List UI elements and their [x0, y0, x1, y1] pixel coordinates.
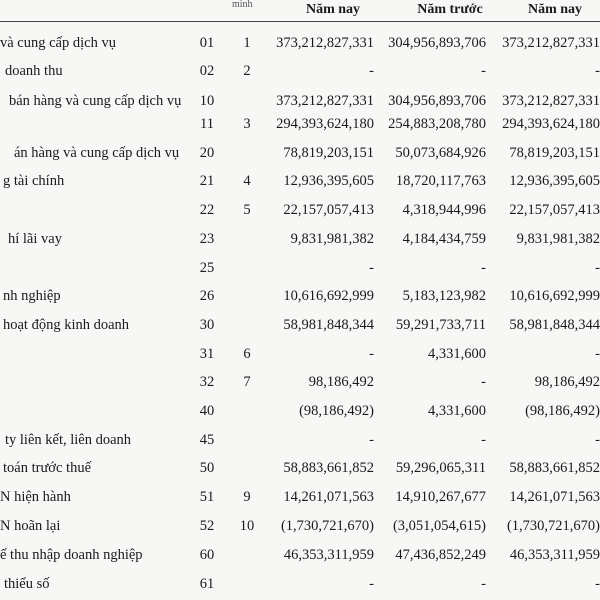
- row-label: N hoãn lại: [0, 518, 61, 534]
- row-note: 10: [239, 518, 255, 534]
- row-note: 2: [243, 63, 251, 79]
- row-previous-year-value: 18,720,117,763: [395, 173, 486, 189]
- row-previous-year-value: 4,331,600: [428, 403, 486, 419]
- row-code: 20: [199, 145, 215, 161]
- row-current-year-value: 9,831,981,382: [290, 231, 374, 247]
- row-code: 40: [199, 403, 215, 419]
- row-current-year-value: 78,819,203,151: [283, 145, 374, 161]
- row-code: 32: [199, 374, 215, 390]
- row-current-year-value: 10,616,692,999: [283, 288, 374, 304]
- row-label: án hàng và cung cấp dịch vụ: [14, 145, 180, 161]
- row-current-year-value-2: 98,186,492: [534, 374, 600, 390]
- row-code: 52: [199, 518, 215, 534]
- row-code: 60: [199, 547, 215, 563]
- row-current-year-value-2: 58,981,848,344: [509, 317, 600, 333]
- row-previous-year-value: 50,073,684,926: [395, 145, 486, 161]
- row-code: 30: [199, 317, 215, 333]
- row-current-year-value-2: 373,212,827,331: [502, 35, 600, 51]
- row-label: toán trước thuế: [3, 460, 91, 476]
- row-current-year-value-2: 22,157,057,413: [509, 202, 600, 218]
- row-current-year-value: (98,186,492): [299, 403, 374, 419]
- row-current-year-value-2: 78,819,203,151: [509, 145, 600, 161]
- row-current-year-value: 98,186,492: [308, 374, 374, 390]
- row-note: 3: [243, 116, 251, 132]
- row-current-year-value: -: [369, 346, 374, 362]
- row-note: 4: [243, 173, 251, 189]
- row-label: doanh thu: [5, 63, 63, 79]
- row-previous-year-value: -: [481, 374, 486, 390]
- row-label: ế thu nhập doanh nghiệp: [0, 547, 143, 563]
- row-label: và cung cấp dịch vụ: [0, 35, 116, 51]
- row-label: bán hàng và cung cấp dịch vụ: [9, 93, 182, 109]
- col-previous-year-header: Năm trước: [417, 2, 483, 17]
- row-code: 51: [199, 489, 215, 505]
- row-code: 01: [199, 35, 215, 51]
- row-current-year-value: -: [369, 432, 374, 448]
- row-previous-year-value: 4,318,944,996: [402, 202, 486, 218]
- row-current-year-value: (1,730,721,670): [280, 518, 374, 534]
- row-note: 7: [243, 374, 251, 390]
- row-current-year-value-2: -: [595, 576, 600, 592]
- row-current-year-value-2: 10,616,692,999: [509, 288, 600, 304]
- row-previous-year-value: -: [481, 576, 486, 592]
- row-label: ty liên kết, liên doanh: [5, 432, 132, 448]
- row-current-year-value-2: 14,261,071,563: [509, 489, 600, 505]
- row-current-year-value-2: -: [595, 260, 600, 276]
- row-previous-year-value: -: [481, 260, 486, 276]
- row-current-year-value-2: (98,186,492): [525, 403, 600, 419]
- row-code: 31: [199, 346, 215, 362]
- row-label: hoạt động kinh doanh: [3, 317, 130, 333]
- row-previous-year-value: 254,883,208,780: [388, 116, 486, 132]
- row-previous-year-value: 47,436,852,249: [395, 547, 486, 563]
- row-label: g tài chính: [3, 173, 65, 189]
- row-note: 1: [243, 35, 251, 51]
- row-note: 5: [243, 202, 251, 218]
- row-code: 25: [199, 260, 215, 276]
- row-current-year-value: 373,212,827,331: [276, 93, 374, 109]
- row-note: 9: [243, 489, 251, 505]
- row-current-year-value: 22,157,057,413: [283, 202, 374, 218]
- row-code: 23: [199, 231, 215, 247]
- row-previous-year-value: 14,910,267,677: [395, 489, 486, 505]
- row-current-year-value-2: 294,393,624,180: [502, 116, 600, 132]
- row-previous-year-value: -: [481, 432, 486, 448]
- row-code: 21: [199, 173, 215, 189]
- row-code: 22: [199, 202, 215, 218]
- row-current-year-value: 373,212,827,331: [276, 35, 374, 51]
- row-code: 26: [199, 288, 215, 304]
- row-label: N hiện hành: [0, 489, 71, 505]
- row-current-year-value-2: (1,730,721,670): [506, 518, 600, 534]
- header-rule: [0, 21, 600, 22]
- row-previous-year-value: 5,183,123,982: [402, 288, 486, 304]
- row-current-year-value: 58,883,661,852: [283, 460, 374, 476]
- row-current-year-value: 14,261,071,563: [283, 489, 374, 505]
- row-label: nh nghiệp: [3, 288, 61, 304]
- row-note: 6: [243, 346, 251, 362]
- row-current-year-value: 46,353,311,959: [283, 547, 374, 563]
- row-code: 50: [199, 460, 215, 476]
- row-label: thiểu số: [4, 576, 50, 592]
- row-current-year-value: -: [369, 576, 374, 592]
- row-previous-year-value: -: [481, 63, 486, 79]
- row-current-year-value: 294,393,624,180: [276, 116, 374, 132]
- row-code: 02: [199, 63, 215, 79]
- row-current-year-value-2: -: [595, 432, 600, 448]
- row-current-year-value: 12,936,395,605: [283, 173, 374, 189]
- row-current-year-value-2: 46,353,311,959: [509, 547, 600, 563]
- col-current-year-header-2: Năm nay: [527, 2, 583, 17]
- row-current-year-value: 58,981,848,344: [283, 317, 374, 333]
- row-code: 11: [200, 116, 214, 132]
- row-code: 61: [199, 576, 215, 592]
- row-label: hí lãi vay: [8, 231, 62, 247]
- row-previous-year-value: (3,051,054,615): [392, 518, 486, 534]
- row-previous-year-value: 59,296,065,311: [395, 460, 486, 476]
- row-current-year-value-2: 58,883,661,852: [509, 460, 600, 476]
- note-column-header-fragment: minh: [232, 0, 253, 10]
- row-current-year-value: -: [369, 63, 374, 79]
- row-current-year-value-2: -: [595, 346, 600, 362]
- row-current-year-value-2: 9,831,981,382: [516, 231, 600, 247]
- row-previous-year-value: 4,184,434,759: [402, 231, 486, 247]
- row-previous-year-value: 304,956,893,706: [388, 93, 486, 109]
- row-current-year-value-2: 12,936,395,605: [509, 173, 600, 189]
- col-current-year-header: Năm nay: [305, 2, 361, 17]
- row-previous-year-value: 304,956,893,706: [388, 35, 486, 51]
- row-code: 10: [199, 93, 215, 109]
- row-current-year-value-2: 373,212,827,331: [502, 93, 600, 109]
- row-current-year-value-2: -: [595, 63, 600, 79]
- row-code: 45: [199, 432, 215, 448]
- row-previous-year-value: 4,331,600: [428, 346, 486, 362]
- row-previous-year-value: 59,291,733,711: [395, 317, 486, 333]
- row-current-year-value: -: [369, 260, 374, 276]
